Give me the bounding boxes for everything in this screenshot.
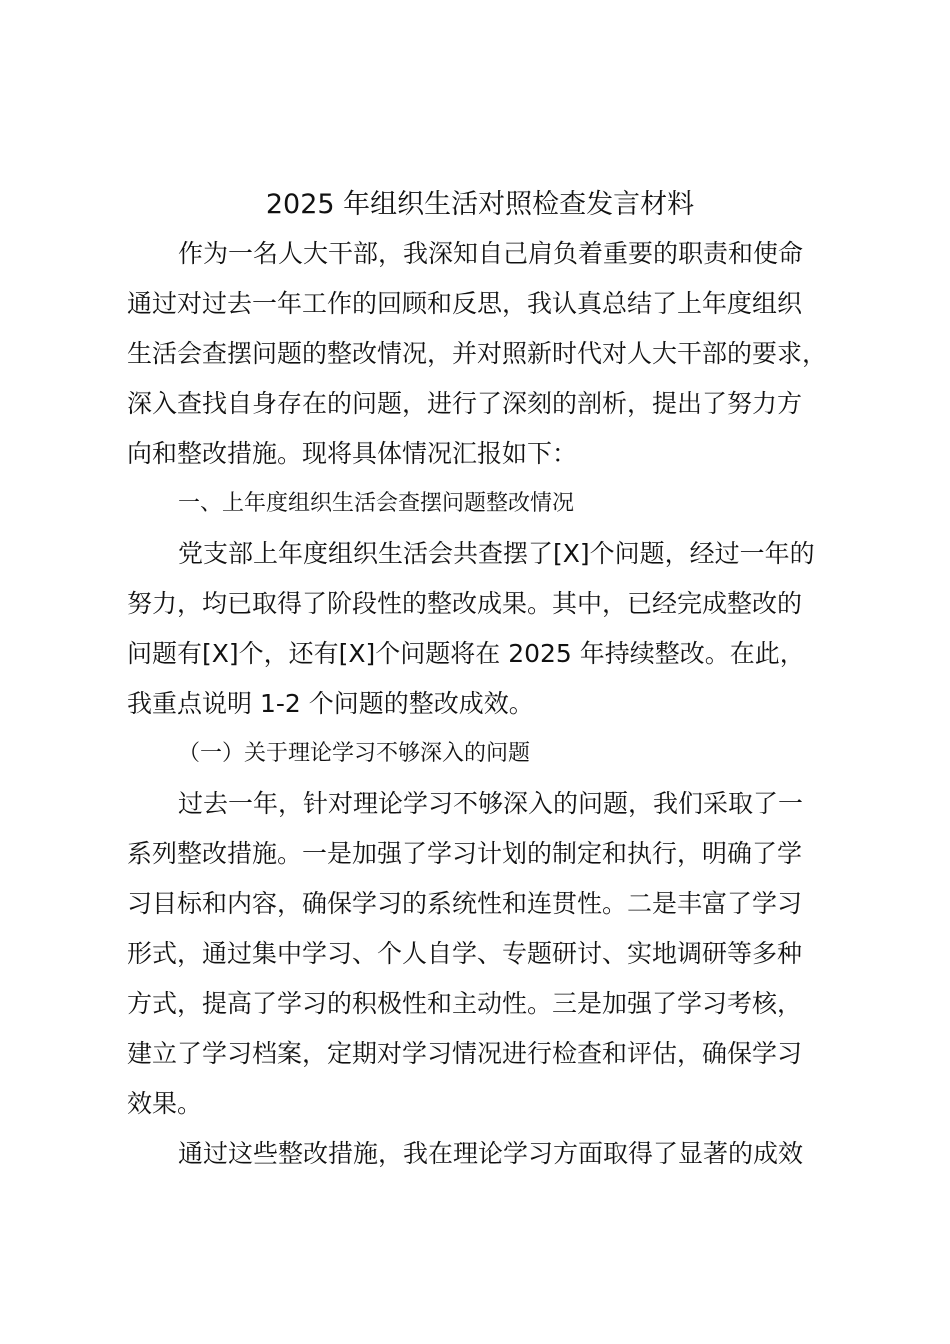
- paragraph-line: 方式，提高了学习的积极性和主动性。三是加强了学习考核，: [127, 989, 803, 1018]
- paragraph-line: 建立了学习档案，定期对学习情况进行检查和评估，确保学习: [127, 1039, 803, 1068]
- paragraph-line: 效果。: [127, 1089, 203, 1118]
- paragraph-line: 党支部上年度组织生活会共查摆了[X]个问题，经过一年的: [178, 539, 815, 568]
- paragraph-line: 习目标和内容，确保学习的系统性和连贯性。二是丰富了学习: [127, 889, 803, 918]
- paragraph-line: 问题有[X]个，还有[X]个问题将在 2025 年持续整改。在此，: [127, 639, 805, 668]
- paragraph-line: 通过这些整改措施，我在理论学习方面取得了显著的成效: [178, 1139, 804, 1168]
- paragraph-line: 形式，通过集中学习、个人自学、专题研讨、实地调研等多种: [127, 939, 803, 968]
- paragraph-line: 向和整改措施。现将具体情况汇报如下：: [127, 439, 578, 468]
- subsection-heading: （一）关于理论学习不够深入的问题: [178, 741, 531, 766]
- paragraph-line: 我重点说明 1-2 个问题的整改成效。: [127, 689, 534, 718]
- paragraph-line: 努力，均已取得了阶段性的整改成果。其中，已经完成整改的: [127, 589, 803, 618]
- paragraph-line: 深入查找自身存在的问题，进行了深刻的剖析，提出了努力方: [127, 389, 803, 418]
- paragraph-line: 生活会查摆问题的整改情况，并对照新时代对人大干部的要求，: [127, 339, 828, 368]
- document-title: 2025 年组织生活对照检查发言材料: [265, 189, 695, 220]
- paragraph-line: 作为一名人大干部，我深知自己肩负着重要的职责和使命: [178, 239, 804, 268]
- section-heading: 一、上年度组织生活会查摆问题整改情况: [178, 491, 575, 516]
- paragraph-line: 通过对过去一年工作的回顾和反思，我认真总结了上年度组织: [127, 289, 803, 318]
- paragraph-line: 系列整改措施。一是加强了学习计划的制定和执行，明确了学: [127, 839, 803, 868]
- paragraph-line: 过去一年，针对理论学习不够深入的问题，我们采取了一: [178, 789, 804, 818]
